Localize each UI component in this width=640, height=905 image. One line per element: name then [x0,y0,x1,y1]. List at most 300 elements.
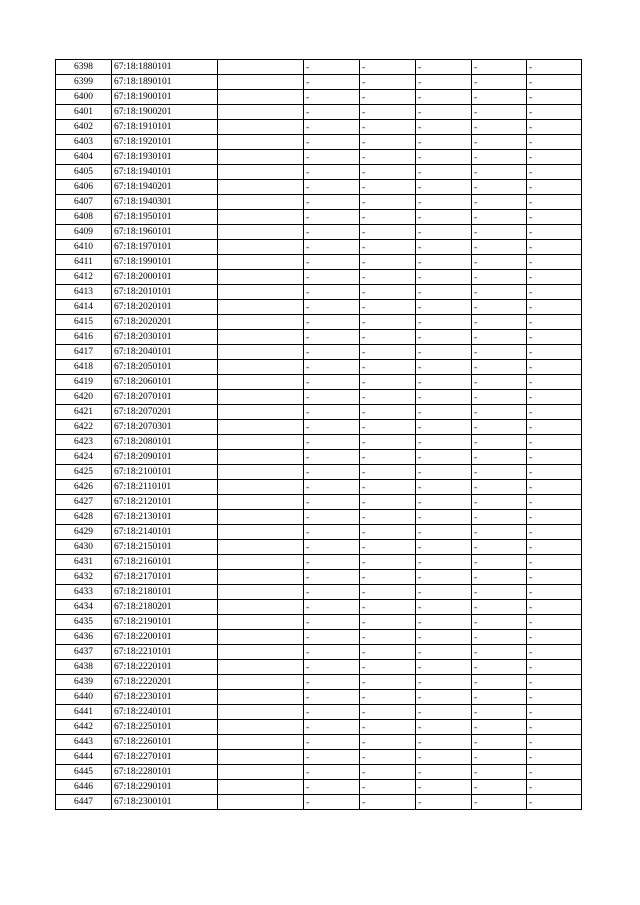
blank-cell [218,150,304,165]
row-number-cell: 6416 [56,330,112,345]
row-number-cell: 6401 [56,105,112,120]
value-cell: - [360,165,416,180]
value-cell: - [416,270,472,285]
row-number-cell: 6433 [56,585,112,600]
value-cell: - [416,75,472,90]
value-cell: - [472,510,527,525]
cadastral-code-cell: 67:18:2090101 [112,450,218,465]
value-cell: - [416,240,472,255]
value-cell: - [360,345,416,360]
table-row [56,285,582,300]
table-row [56,390,582,405]
value-cell: - [304,465,360,480]
value-cell: - [304,120,360,135]
value-cell: - [472,90,527,105]
table-row [56,765,582,780]
cadastral-code-cell: 67:18:1900201 [112,105,218,120]
value-cell: - [360,720,416,735]
value-cell: - [304,555,360,570]
value-cell: - [360,525,416,540]
value-cell: - [416,705,472,720]
row-number-cell: 6441 [56,705,112,720]
value-cell: - [416,510,472,525]
value-cell: - [527,555,582,570]
blank-cell [218,105,304,120]
row-number-cell: 6405 [56,165,112,180]
table-row [56,450,582,465]
cadastral-code-cell: 67:18:2170101 [112,570,218,585]
row-number-cell: 6426 [56,480,112,495]
value-cell: - [304,210,360,225]
value-cell: - [360,135,416,150]
value-cell: - [472,750,527,765]
table-row [56,585,582,600]
value-cell: - [304,795,360,810]
row-number-cell: 6430 [56,540,112,555]
table-row [56,225,582,240]
cadastral-code-cell: 67:18:1970101 [112,240,218,255]
blank-cell [218,450,304,465]
value-cell: - [472,120,527,135]
table-row [56,240,582,255]
value-cell: - [472,660,527,675]
value-cell: - [472,345,527,360]
cadastral-code-cell: 67:18:2210101 [112,645,218,660]
value-cell: - [527,300,582,315]
value-cell: - [527,135,582,150]
row-number-cell: 6423 [56,435,112,450]
value-cell: - [416,180,472,195]
value-cell: - [304,540,360,555]
value-cell: - [527,720,582,735]
table-row [56,345,582,360]
blank-cell [218,345,304,360]
table-row [56,330,582,345]
value-cell: - [304,90,360,105]
row-number-cell: 6437 [56,645,112,660]
value-cell: - [527,600,582,615]
cadastral-code-cell: 67:18:1940301 [112,195,218,210]
value-cell: - [527,480,582,495]
blank-cell [218,465,304,480]
value-cell: - [527,390,582,405]
value-cell: - [416,540,472,555]
value-cell: - [416,465,472,480]
value-cell: - [360,180,416,195]
table-row [56,510,582,525]
table-row [56,75,582,90]
row-number-cell: 6443 [56,735,112,750]
table-row [56,690,582,705]
blank-cell [218,495,304,510]
value-cell: - [527,660,582,675]
value-cell: - [360,600,416,615]
value-cell: - [527,765,582,780]
value-cell: - [360,420,416,435]
value-cell: - [304,495,360,510]
value-cell: - [472,690,527,705]
value-cell: - [304,405,360,420]
table-row [56,795,582,810]
value-cell: - [416,450,472,465]
value-cell: - [527,675,582,690]
value-cell: - [527,120,582,135]
table-row [56,210,582,225]
value-cell: - [472,240,527,255]
value-cell: - [416,420,472,435]
value-cell: - [527,420,582,435]
blank-cell [218,210,304,225]
value-cell: - [304,330,360,345]
value-cell: - [472,675,527,690]
value-cell: - [416,660,472,675]
table-row [56,150,582,165]
value-cell: - [304,675,360,690]
value-cell: - [360,450,416,465]
cadastral-code-cell: 67:18:1990101 [112,255,218,270]
row-number-cell: 6404 [56,150,112,165]
blank-cell [218,330,304,345]
value-cell: - [527,645,582,660]
value-cell: - [416,195,472,210]
blank-cell [218,90,304,105]
value-cell: - [360,225,416,240]
value-cell: - [360,300,416,315]
table-row [56,270,582,285]
table-row [56,180,582,195]
value-cell: - [416,555,472,570]
row-number-cell: 6419 [56,375,112,390]
blank-cell [218,765,304,780]
table-row [56,480,582,495]
value-cell: - [360,735,416,750]
value-cell: - [472,225,527,240]
value-cell: - [416,570,472,585]
value-cell: - [304,285,360,300]
cadastral-code-cell: 67:18:2220101 [112,660,218,675]
row-number-cell: 6447 [56,795,112,810]
cadastral-code-cell: 67:18:2020101 [112,300,218,315]
value-cell: - [360,195,416,210]
row-number-cell: 6446 [56,780,112,795]
row-number-cell: 6424 [56,450,112,465]
value-cell: - [304,615,360,630]
value-cell: - [527,435,582,450]
value-cell: - [472,255,527,270]
row-number-cell: 6417 [56,345,112,360]
value-cell: - [416,435,472,450]
value-cell: - [304,480,360,495]
value-cell: - [360,75,416,90]
value-cell: - [472,375,527,390]
value-cell: - [527,285,582,300]
value-cell: - [304,375,360,390]
value-cell: - [472,330,527,345]
value-cell: - [416,675,472,690]
value-cell: - [416,405,472,420]
value-cell: - [472,195,527,210]
blank-cell [218,120,304,135]
value-cell: - [472,480,527,495]
value-cell: - [360,360,416,375]
table-row [56,60,582,75]
value-cell: - [304,720,360,735]
row-number-cell: 6445 [56,765,112,780]
value-cell: - [304,315,360,330]
cadastral-code-cell: 67:18:1940201 [112,180,218,195]
value-cell: - [472,720,527,735]
table-row [56,435,582,450]
cadastral-code-cell: 67:18:2040101 [112,345,218,360]
value-cell: - [472,600,527,615]
value-cell: - [360,645,416,660]
row-number-cell: 6421 [56,405,112,420]
value-cell: - [416,330,472,345]
value-cell: - [472,585,527,600]
value-cell: - [304,225,360,240]
value-cell: - [360,510,416,525]
value-cell: - [527,570,582,585]
table-row [56,630,582,645]
value-cell: - [527,315,582,330]
value-cell: - [360,705,416,720]
value-cell: - [304,510,360,525]
blank-cell [218,705,304,720]
cadastral-code-cell: 67:18:2120101 [112,495,218,510]
cadastral-code-cell: 67:18:2020201 [112,315,218,330]
value-cell: - [527,450,582,465]
value-cell: - [527,60,582,75]
blank-cell [218,390,304,405]
table-row [56,495,582,510]
value-cell: - [527,615,582,630]
value-cell: - [304,165,360,180]
value-cell: - [416,375,472,390]
value-cell: - [527,405,582,420]
value-cell: - [472,615,527,630]
value-cell: - [416,495,472,510]
row-number-cell: 6432 [56,570,112,585]
cadastral-code-cell: 67:18:2050101 [112,360,218,375]
value-cell: - [416,480,472,495]
blank-cell [218,270,304,285]
table-row [56,120,582,135]
blank-cell [218,525,304,540]
value-cell: - [527,165,582,180]
value-cell: - [416,525,472,540]
cadastral-code-cell: 67:18:2160101 [112,555,218,570]
row-number-cell: 6402 [56,120,112,135]
value-cell: - [360,630,416,645]
table-body [56,60,582,810]
table-row [56,780,582,795]
cadastral-code-cell: 67:18:1890101 [112,75,218,90]
value-cell: - [527,195,582,210]
blank-cell [218,285,304,300]
row-number-cell: 6427 [56,495,112,510]
value-cell: - [472,285,527,300]
blank-cell [218,240,304,255]
table-row [56,555,582,570]
row-number-cell: 6429 [56,525,112,540]
cadastral-code-cell: 67:18:2150101 [112,540,218,555]
value-cell: - [360,210,416,225]
cadastral-code-cell: 67:18:2030101 [112,330,218,345]
value-cell: - [360,660,416,675]
value-cell: - [527,225,582,240]
value-cell: - [360,795,416,810]
value-cell: - [527,690,582,705]
value-cell: - [360,90,416,105]
blank-cell [218,405,304,420]
cadastral-code-cell: 67:18:1940101 [112,165,218,180]
value-cell: - [416,285,472,300]
value-cell: - [360,375,416,390]
value-cell: - [304,345,360,360]
value-cell: - [416,390,472,405]
value-cell: - [527,585,582,600]
value-cell: - [416,345,472,360]
value-cell: - [304,420,360,435]
blank-cell [218,480,304,495]
value-cell: - [304,630,360,645]
blank-cell [218,300,304,315]
table-row [56,660,582,675]
row-number-cell: 6413 [56,285,112,300]
table-row [56,105,582,120]
blank-cell [218,195,304,210]
value-cell: - [527,735,582,750]
value-cell: - [304,735,360,750]
cadastral-code-cell: 67:18:2260101 [112,735,218,750]
value-cell: - [360,150,416,165]
value-cell: - [527,780,582,795]
value-cell: - [304,150,360,165]
row-number-cell: 6415 [56,315,112,330]
value-cell: - [360,690,416,705]
value-cell: - [416,210,472,225]
table-row [56,90,582,105]
cadastral-code-cell: 67:18:1960101 [112,225,218,240]
value-cell: - [416,690,472,705]
row-number-cell: 6425 [56,465,112,480]
table-row [56,135,582,150]
value-cell: - [360,780,416,795]
value-cell: - [472,360,527,375]
table-row [56,420,582,435]
blank-cell [218,585,304,600]
value-cell: - [527,270,582,285]
value-cell: - [472,135,527,150]
value-cell: - [416,300,472,315]
row-number-cell: 6436 [56,630,112,645]
table-row [56,255,582,270]
value-cell: - [416,120,472,135]
value-cell: - [304,570,360,585]
cadastral-code-cell: 67:18:2200101 [112,630,218,645]
value-cell: - [472,465,527,480]
cadastral-code-cell: 67:18:2300101 [112,795,218,810]
row-number-cell: 6428 [56,510,112,525]
value-cell: - [360,585,416,600]
value-cell: - [527,240,582,255]
value-cell: - [360,675,416,690]
value-cell: - [472,450,527,465]
cadastral-code-cell: 67:18:2290101 [112,780,218,795]
blank-cell [218,420,304,435]
row-number-cell: 6439 [56,675,112,690]
value-cell: - [304,255,360,270]
value-cell: - [472,495,527,510]
value-cell: - [360,270,416,285]
value-cell: - [527,750,582,765]
value-cell: - [360,435,416,450]
value-cell: - [360,390,416,405]
value-cell: - [360,405,416,420]
row-number-cell: 6408 [56,210,112,225]
value-cell: - [360,480,416,495]
row-number-cell: 6434 [56,600,112,615]
cadastral-code-cell: 67:18:2280101 [112,765,218,780]
cadastral-code-cell: 67:18:2070201 [112,405,218,420]
value-cell: - [527,465,582,480]
value-cell: - [360,570,416,585]
value-cell: - [416,105,472,120]
value-cell: - [304,195,360,210]
table-row [56,540,582,555]
value-cell: - [304,360,360,375]
value-cell: - [304,600,360,615]
cadastral-code-cell: 67:18:2130101 [112,510,218,525]
cadastral-code-cell: 67:18:1900101 [112,90,218,105]
value-cell: - [416,795,472,810]
table-row [56,360,582,375]
value-cell: - [304,270,360,285]
value-cell: - [304,450,360,465]
cadastral-code-cell: 67:18:2070301 [112,420,218,435]
value-cell: - [416,60,472,75]
row-number-cell: 6431 [56,555,112,570]
value-cell: - [416,750,472,765]
value-cell: - [472,210,527,225]
table-row [56,645,582,660]
value-cell: - [527,525,582,540]
blank-cell [218,690,304,705]
value-cell: - [416,645,472,660]
value-cell: - [304,705,360,720]
value-cell: - [416,585,472,600]
row-number-cell: 6400 [56,90,112,105]
value-cell: - [527,210,582,225]
row-number-cell: 6406 [56,180,112,195]
cadastral-code-cell: 67:18:2240101 [112,705,218,720]
cadastral-code-cell: 67:18:2100101 [112,465,218,480]
table-row [56,405,582,420]
table-row [56,705,582,720]
value-cell: - [304,525,360,540]
value-cell: - [472,405,527,420]
row-number-cell: 6410 [56,240,112,255]
value-cell: - [527,375,582,390]
value-cell: - [304,75,360,90]
value-cell: - [304,660,360,675]
value-cell: - [472,570,527,585]
value-cell: - [360,60,416,75]
blank-cell [218,135,304,150]
value-cell: - [416,630,472,645]
value-cell: - [472,645,527,660]
value-cell: - [304,750,360,765]
